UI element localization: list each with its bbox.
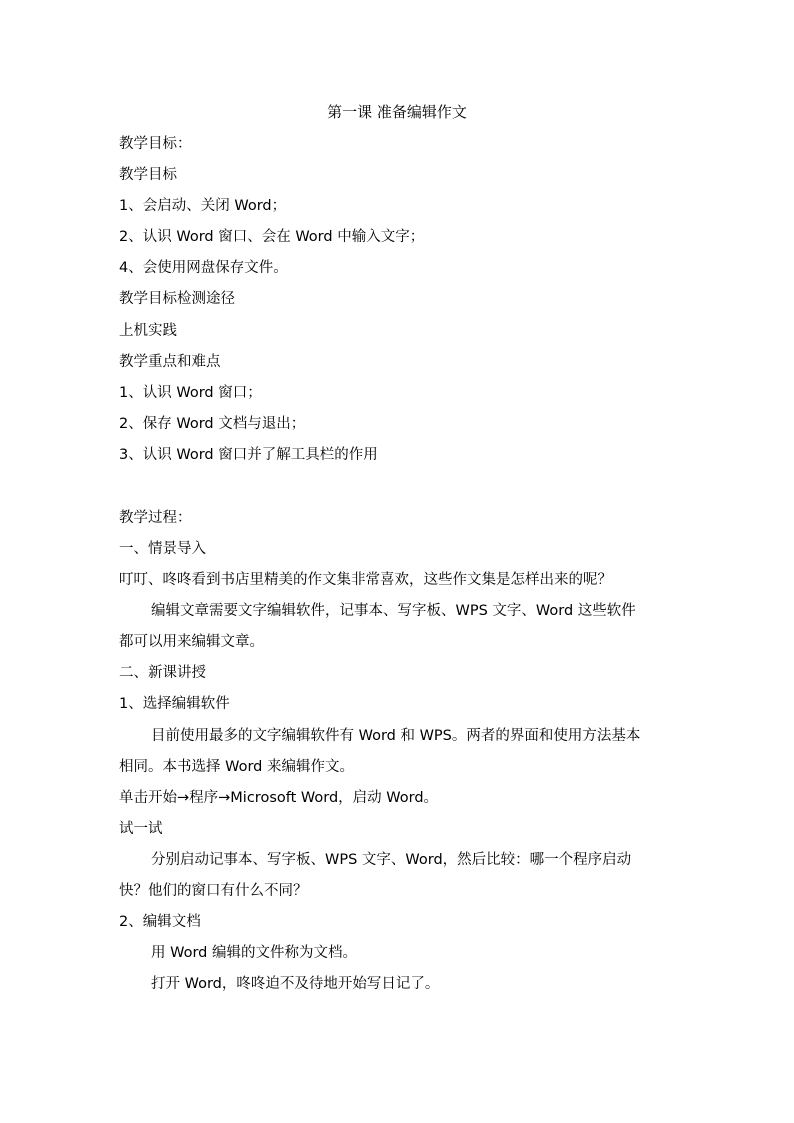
text-line: 打开 Word，咚咚迫不及待地开始写日记了。 <box>151 976 440 992</box>
text-line: 2、编辑文档 <box>119 914 201 930</box>
text-line: 4、会使用网盘保存文件。 <box>119 260 288 276</box>
text-line: 教学重点和难点 <box>119 354 221 370</box>
text-line: 1、认识 Word 窗口； <box>119 385 262 401</box>
text-line: 1、选择编辑软件 <box>119 696 230 712</box>
text-line: 都可以用来编辑文章。 <box>119 634 264 650</box>
text-line: 分别启动记事本、写字板、WPS 文字、Word，然后比较：哪一个程序启动 <box>151 852 632 868</box>
text-line: 相同。本书选择 Word 来编辑作文。 <box>119 759 354 775</box>
text-line: 目前使用最多的文字编辑软件有 Word 和 WPS。两者的界面和使用方法基本 <box>151 728 641 744</box>
text-line: 3、认识 Word 窗口并了解工具栏的作用 <box>119 447 378 463</box>
text-line: 教学过程： <box>119 510 192 526</box>
text-line: 2、认识 Word 窗口、会在 Word 中输入文字； <box>119 229 425 245</box>
text-line: 编辑文章需要文字编辑软件，记事本、写字板、WPS 文字、Word 这些软件 <box>151 603 636 619</box>
text-line: 试一试 <box>119 821 163 837</box>
text-line: 单击开始→程序→Microsoft Word，启动 Word。 <box>119 790 439 806</box>
text-line: 教学目标 <box>119 167 177 183</box>
text-line: 上机实践 <box>119 323 177 339</box>
page-title: 第一课 准备编辑作文 <box>327 103 467 121</box>
text-line: 2、保存 Word 文档与退出； <box>119 416 306 432</box>
text-line: 1、会启动、关闭 Word； <box>119 198 287 214</box>
text-line: 叮叮、咚咚看到书店里精美的作文集非常喜欢，这些作文集是怎样出来的呢？ <box>119 572 612 588</box>
text-line: 教学目标检测途径 <box>119 291 235 307</box>
text-line: 一、情景导入 <box>119 541 206 557</box>
text-line: 教学目标： <box>119 136 192 152</box>
text-line: 快？他们的窗口有什么不同？ <box>119 883 308 899</box>
text-line: 二、新课讲授 <box>119 665 206 681</box>
text-line: 用 Word 编辑的文件称为文档。 <box>151 945 357 961</box>
